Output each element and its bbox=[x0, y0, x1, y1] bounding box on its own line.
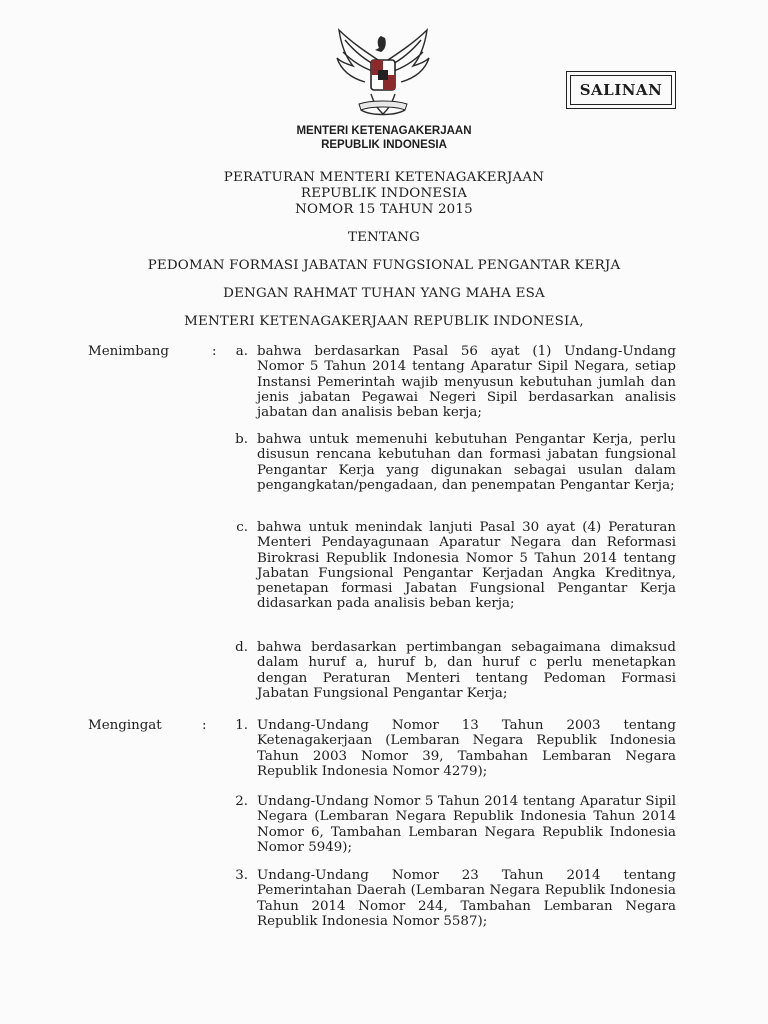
mengingat-colon: : bbox=[202, 718, 207, 733]
mengingat-label: Mengingat bbox=[88, 718, 162, 733]
salinan-stamp bbox=[566, 71, 676, 109]
stamp-label: SALINAN bbox=[570, 75, 672, 105]
menimbang-label: Menimbang bbox=[88, 344, 169, 359]
mengingat-item-2: Undang-Undang Nomor 5 Tahun 2014 tentang Aparatur Sipil Negara (Lembaran Negara Republik Indonesia Tahun 2014 Nomor 6, Tambahan Lembaran Negara Republik Indonesia Nomor 5949); bbox=[257, 794, 676, 855]
invocation-line: DENGAN RAHMAT TUHAN YANG MAHA ESA bbox=[223, 286, 545, 301]
menimbang-marker-b: b. bbox=[235, 432, 248, 447]
mengingat-marker-2: 2. bbox=[235, 794, 248, 809]
ministry-name: MENTERI KETENAGAKERJAAN bbox=[296, 125, 472, 137]
mengingat-item-1: Undang-Undang Nomor 13 Tahun 2003 tentang Ketenagakerjaan (Lembaran Negara Republik Indonesia Tahun 2003 Nomor 39, Tambahan Lembaran Negara Republik Indonesia Nomor 4279); bbox=[257, 718, 676, 779]
mengingat-marker-3: 3. bbox=[235, 868, 248, 883]
menimbang-colon: : bbox=[212, 344, 217, 359]
menimbang-item-a: bahwa berdasarkan Pasal 56 ayat (1) Undang-Undang Nomor 5 Tahun 2014 tentang Aparatur Sipil Negara, setiap Instansi Pemerintah wajib menyusun kebutuhan jumlah dan jenis jabatan Pegawai Negeri Sipil berdasarkan analisis jabatan dan analisis beban kerja; bbox=[257, 344, 676, 421]
garuda-emblem bbox=[331, 22, 435, 122]
menimbang-item-d: bahwa berdasarkan pertimbangan sebagaimana dimaksud dalam huruf a, huruf b, dan huruf c perlu menetapkan dengan Peraturan Menteri tentang Pedoman Formasi Jabatan Fungsional Pengantar Kerja; bbox=[257, 640, 676, 701]
menimbang-marker-d: d. bbox=[235, 640, 248, 655]
menimbang-marker-a: a. bbox=[235, 344, 248, 359]
authority-line: MENTERI KETENAGAKERJAAN REPUBLIK INDONESIA, bbox=[184, 314, 584, 329]
regulation-title-line2: REPUBLIK INDONESIA bbox=[300, 186, 468, 201]
regulation-subject: PEDOMAN FORMASI JABATAN FUNGSIONAL PENGANTAR KERJA bbox=[147, 258, 621, 273]
mengingat-marker-1: 1. bbox=[235, 718, 248, 733]
menimbang-marker-c: c. bbox=[236, 520, 248, 535]
menimbang-item-c: bahwa untuk menindak lanjuti Pasal 30 ayat (4) Peraturan Menteri Pendayagunaan Aparatur Negara dan Reformasi Birokrasi Republik Indonesia Nomor 5 Tahun 2014 tentang Jabatan Fungsional Pengantar Kerjadan Angka Kreditnya, penetapan formasi Jabatan Fungsional Pengantar Kerja didasarkan pada analisis beban kerja; bbox=[257, 520, 676, 612]
ministry-country: REPUBLIK INDONESIA bbox=[321, 139, 447, 151]
mengingat-item-3: Undang-Undang Nomor 23 Tahun 2014 tentang Pemerintahan Daerah (Lembaran Negara Republik Indonesia Tahun 2014 Nomor 244, Tambahan Lembaran Negara Republik Indonesia Nomor 5587); bbox=[257, 868, 676, 929]
regulation-number: NOMOR 15 TAHUN 2015 bbox=[295, 202, 473, 217]
regulation-title-line1: PERATURAN MENTERI KETENAGAKERJAAN bbox=[223, 170, 545, 185]
tentang-heading: TENTANG bbox=[347, 230, 421, 245]
menimbang-item-b: bahwa untuk memenuhi kebutuhan Pengantar Kerja, perlu disusun rencana kebutuhan dan formasi jabatan fungsional Pengantar Kerja yang digunakan sebagai usulan dalam pengangkatan/pengadaan, dan penempatan Pengantar Kerja; bbox=[257, 432, 676, 493]
